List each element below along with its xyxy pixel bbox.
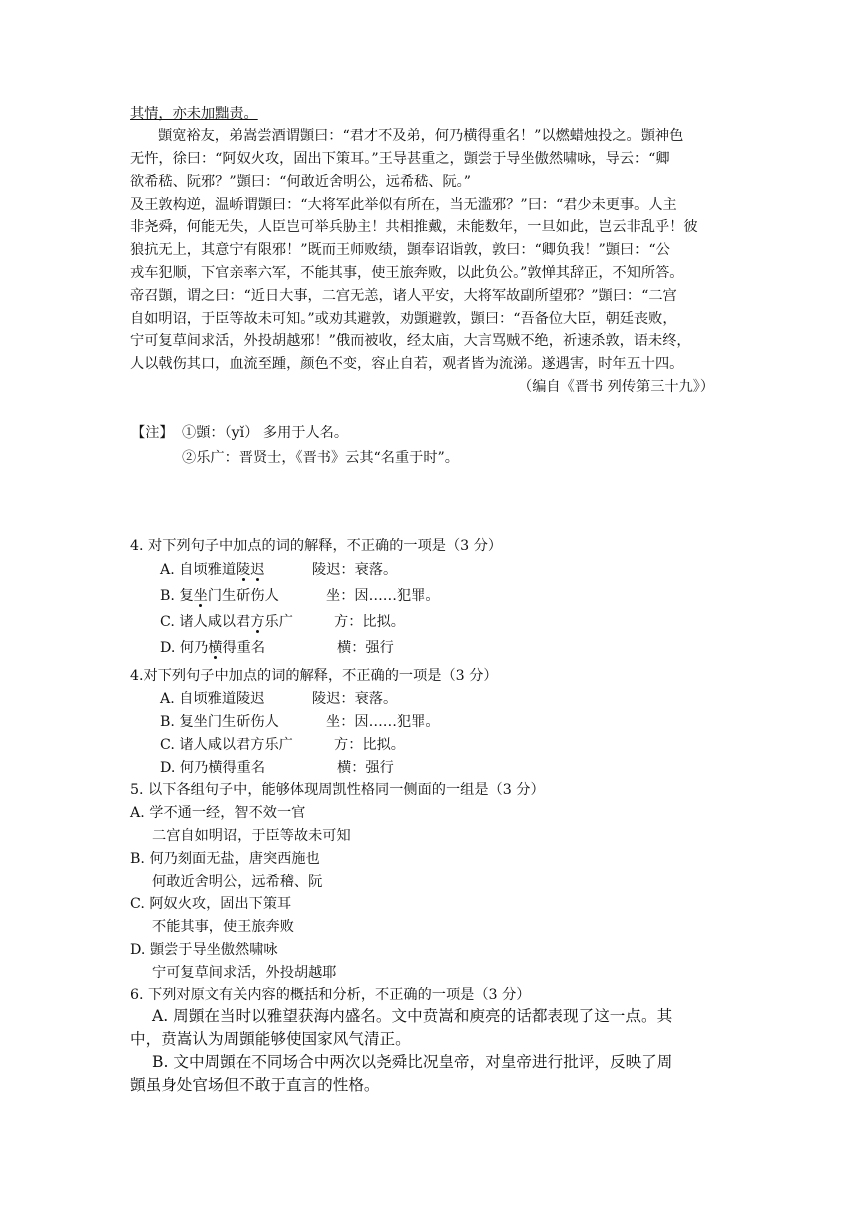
note-item: ①顗：（yǐ） 多用于人名。	[182, 425, 349, 441]
option-line: 二宫自如明诏，于臣等故未可知	[152, 828, 351, 844]
passage-line: 帝召顗，谓之曰：“近日大事，二宫无恙，诸人平安，大将军故副所望邪？”顗曰：“二宫	[130, 288, 677, 304]
option-line: 顗虽身处官场但不敢于直言的性格。	[130, 1076, 380, 1094]
passage-line: 戎车犯顺，下官亲率六军，不能其事，使王旅奔败，以此负公。”敦惮其辞正，不知所答。	[130, 265, 684, 281]
option-sentence	[160, 637, 265, 659]
option-sentence	[160, 611, 293, 633]
option-text: A. 自顷雅道	[160, 562, 237, 578]
option-text: 门生斫伤人	[207, 588, 279, 604]
option-text: 乐广	[264, 614, 293, 630]
option-explanation: 方：比拟。	[334, 614, 405, 630]
option-line: A. 学不通一经，智不效一官	[130, 805, 306, 821]
option-text: C. 诸人咸以君	[160, 614, 251, 630]
option-line: D. 顗尝于导坐傲然啸咏	[130, 942, 278, 958]
option-explanation: 陵迟：衰落。	[312, 562, 398, 578]
option-sentence: B. 复坐门生斫伤人	[160, 714, 279, 730]
option-explanation: 方：比拟。	[334, 737, 405, 753]
option-line: A. 周顗在当时以雅望获海内盛名。文中贲嵩和庾亮的话都表现了这一点。其	[152, 1007, 673, 1025]
option-explanation: 横：强行	[337, 640, 394, 656]
passage-line: 无忤，徐曰：“阿奴火攻，固出下策耳。”王导甚重之，顗尝于导坐傲然啸咏，导云：“卿	[130, 151, 670, 167]
option-line: C. 阿奴火攻，固出下策耳	[130, 896, 292, 912]
option-line: B. 何乃刻面无盐，唐突西施也	[130, 851, 320, 867]
question-stem: 5. 以下各组句子中，能够体现周凯性格同一侧面的一组是（3 分）	[130, 782, 545, 798]
option-explanation: 坐：因……犯罪。	[326, 588, 440, 604]
option-sentence	[160, 585, 279, 607]
note-item: ②乐广：晋贤士，《晋书》云其“名重于时”。	[182, 450, 459, 466]
option-sentence: C. 诸人咸以君方乐广	[160, 737, 293, 753]
option-sentence	[160, 559, 264, 581]
passage-source: （编自《晋书 列传第三十九》）	[518, 379, 715, 395]
option-explanation: 坐：因……犯罪。	[326, 714, 440, 730]
passage-line: 自如明诏，于臣等故未可知。”或劝其避敦，劝顗避敦，顗曰：“吾备位大臣，朝廷丧败，	[130, 311, 677, 327]
option-text: 得重名	[222, 640, 266, 656]
option-line: B. 文中周顗在不同场合中两次以尧舜比况皇帝，对皇帝进行批评，反映了周	[152, 1053, 673, 1071]
option-line: 不能其事，使王旅奔败	[152, 919, 294, 935]
question-stem: 4.对下列句子中加点的词的解释，不正确的一项是（3 分）	[130, 668, 498, 684]
question-stem: 6. 下列对原文有关内容的概括和分析，不正确的一项是（3 分）	[130, 987, 531, 1003]
dotted-char: 坐	[193, 588, 208, 604]
dotted-char: 方	[250, 614, 265, 630]
option-line: 何敢近舍明公，远希稽、阮	[152, 874, 323, 890]
option-explanation: 横：强行	[337, 760, 394, 776]
option-line: 中，贲嵩认为周顗能够使国家风气清正。	[130, 1030, 411, 1048]
option-text: D. 何乃	[160, 640, 209, 656]
option-text: B. 复	[160, 588, 194, 604]
passage-line: 其情，亦未加黜责。	[130, 106, 258, 122]
passage-line: 宁可复草间求活，外投胡越邪！”俄而被收，经太庙，大言骂贼不绝，祈速杀敦，语未终，	[130, 333, 691, 349]
passage-line: 狼抗无上，其意宁有限邪！”既而王师败绩，顗奉诏诣敦，敦曰：“卿负我！”顗曰：“公	[130, 242, 670, 258]
notes-label: 【注】	[131, 425, 174, 441]
passage-line: 及王敦构逆，温峤谓顗曰：“大将军此举似有所在，当无滥邪？”曰：“君少未更事。人主	[130, 197, 677, 213]
option-explanation: 陵迟：衰落。	[312, 691, 398, 707]
passage-line: 顗宽裕友，弟嵩尝酒谓顗曰：“君才不及弟，何乃横得重名！”以燃蜡烛投之。顗神色	[158, 128, 684, 144]
dotted-char: 陵	[236, 562, 251, 578]
option-sentence: A. 自顷雅道陵迟	[160, 691, 265, 707]
option-sentence: D. 何乃横得重名	[160, 760, 266, 776]
dotted-char: 横	[208, 640, 223, 656]
dotted-char: 迟	[250, 562, 265, 578]
passage-line: 非尧舜，何能无失，人臣岂可举兵胁主！共相推戴，未能数年，一旦如此，岂云非乱乎！彼	[130, 219, 698, 235]
passage-line: 欲希嵇、阮邪？”顗曰：“何敢近舍明公，远希嵇、阮。”	[130, 174, 471, 190]
option-line: 宁可复草间求活，外投胡越耶	[152, 965, 337, 981]
passage-line: 人以戟伤其口，血流至踵，颜色不变，容止自若，观者皆为流涕。遂遇害，时年五十四。	[130, 356, 684, 372]
question-stem: 4. 对下列句子中加点的词的解释，不正确的一项是（3 分）	[130, 538, 503, 554]
